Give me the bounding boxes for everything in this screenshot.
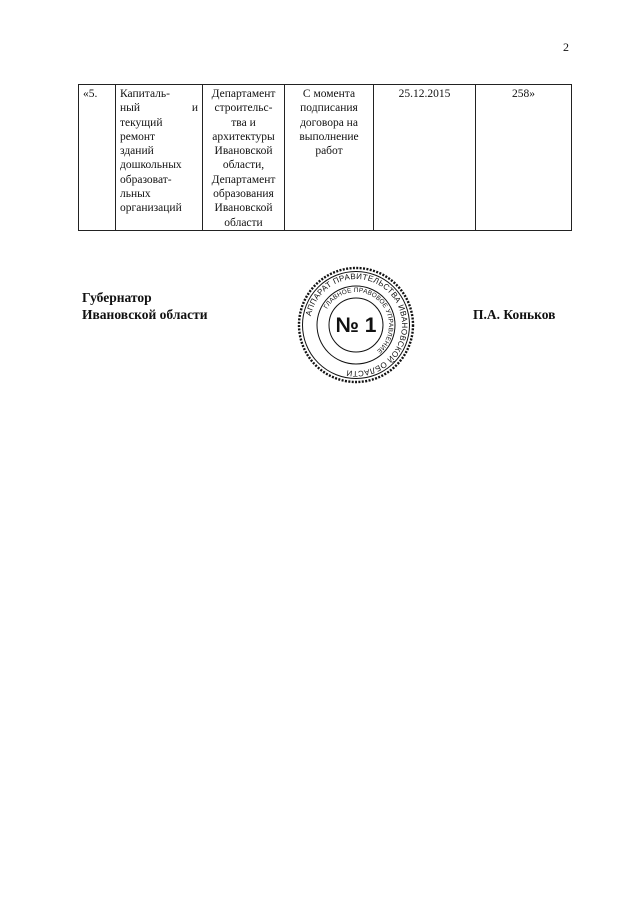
- executor-line: Ивановской: [214, 202, 273, 215]
- work-name-line: льных: [120, 188, 151, 201]
- term-line: подписания: [300, 102, 358, 115]
- executor-line: строительс-: [214, 102, 273, 115]
- executor-line: тва и: [231, 116, 256, 129]
- term-line: работ: [315, 145, 343, 158]
- term-line: выполнение: [299, 130, 359, 143]
- work-name-line: организаций: [120, 202, 182, 215]
- signer-position-line: Ивановской области: [82, 307, 208, 322]
- executor-line: области: [224, 216, 263, 229]
- executor-line: Департамент: [211, 88, 276, 100]
- amount-cell: 258»: [476, 85, 572, 231]
- term-line: договора на: [300, 116, 358, 129]
- executor-line: образования: [213, 188, 274, 201]
- seal-center-text: № 1: [335, 314, 377, 337]
- term-cell: [285, 85, 374, 231]
- page-number: 2: [563, 40, 569, 54]
- work-name-line: текущий: [120, 116, 163, 129]
- schedule-table: [78, 84, 572, 231]
- date-cell: 25.12.2015: [374, 85, 476, 231]
- row-number-cell: «5.: [79, 85, 116, 231]
- work-name-cell: [116, 85, 203, 231]
- official-seal-icon: [296, 265, 416, 385]
- seal-inner-text: ГЛАВНОЕ ПРАВОВОЕ УПРАВЛЕНИЕ: [322, 286, 395, 355]
- table-row: [79, 85, 572, 231]
- executor-cell: [203, 85, 285, 231]
- signer-name: П.А. Коньков: [473, 307, 556, 322]
- work-name-line: Капиталь-: [120, 88, 170, 100]
- work-name-line: образоват-: [120, 173, 172, 186]
- seal-outer-text: АППАРАТ ПРАВИТЕЛЬСТВА ИВАНОВСКОЙ ОБЛАСТИ: [303, 271, 410, 379]
- executor-line: Департамент: [211, 173, 276, 186]
- work-name-line: ремонт: [120, 130, 156, 143]
- work-name-line: зданий: [120, 145, 154, 158]
- signer-position: [82, 289, 208, 323]
- work-name-line: дошкольных: [120, 159, 182, 172]
- signer-position-line: Губернатор: [82, 290, 152, 305]
- executor-line: архитектуры: [212, 130, 275, 143]
- executor-line: области,: [222, 159, 265, 172]
- executor-line: Ивановской: [214, 145, 273, 158]
- work-name-line: ный и: [120, 102, 198, 115]
- term-line: С момента: [302, 88, 356, 100]
